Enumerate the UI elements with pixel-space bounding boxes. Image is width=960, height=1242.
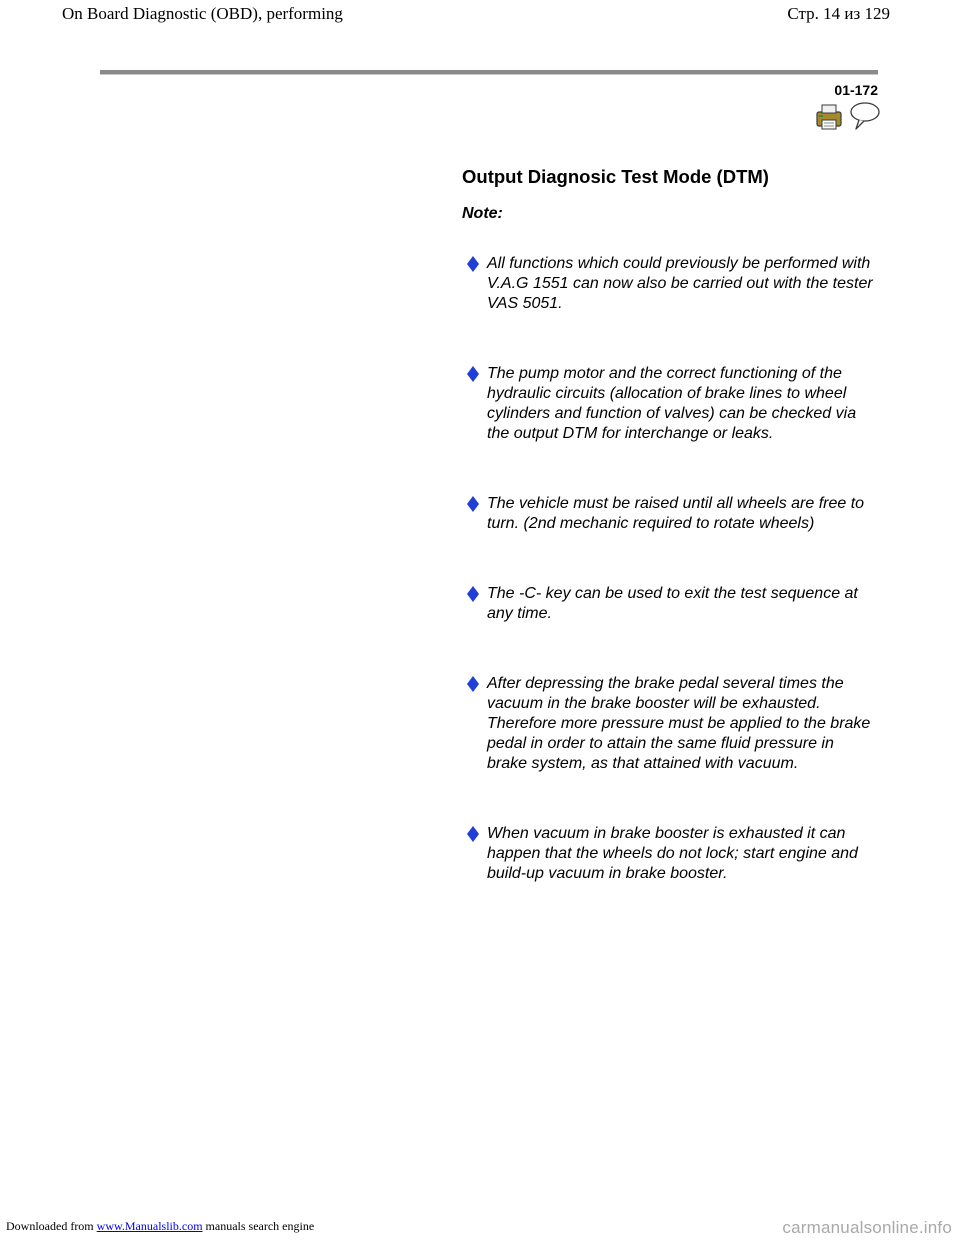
header-divider xyxy=(100,70,878,75)
list-item xyxy=(466,674,876,774)
download-credit xyxy=(6,1219,314,1234)
list-item-text: The vehicle must be raised until all wheels are free to turn. (2nd mechanic required to rotate wheels) xyxy=(487,495,865,532)
list-item xyxy=(466,494,876,534)
diamond-bullet-icon xyxy=(466,586,480,602)
list-item xyxy=(466,254,876,314)
list-item-text: The pump motor and the correct functioning of the hydraulic circuits (allocation of brake lines to wheel cylinders and function of valves) can be checked via the output DTM for interchange or leaks. xyxy=(487,365,857,442)
section-title: Output Diagnosic Test Mode (DTM) xyxy=(462,166,769,187)
watermark: carmanualsonline.info xyxy=(782,1218,952,1237)
diamond-bullet-icon xyxy=(466,256,480,272)
list-item-text: All functions which could previously be performed with V.A.G 1551 can now also be carried out with the tester VAS 5051. xyxy=(487,255,873,312)
manualslib-link[interactable]: www.Manualslib.com xyxy=(96,1219,203,1233)
download-suffix: manuals search engine xyxy=(205,1219,315,1233)
list-item xyxy=(466,824,876,884)
document-actions xyxy=(815,100,885,134)
diamond-bullet-icon xyxy=(466,366,480,382)
document-code: 01-172 xyxy=(834,82,878,98)
speech-bubble-icon[interactable] xyxy=(851,103,879,129)
diamond-bullet-icon xyxy=(466,496,480,512)
page-indicator: Стр. 14 из 129 xyxy=(787,4,890,23)
notes-list xyxy=(466,254,876,934)
note-label: Note: xyxy=(462,205,503,222)
list-item xyxy=(466,584,876,624)
list-item xyxy=(466,364,876,444)
download-prefix: Downloaded from xyxy=(6,1219,94,1233)
list-item-text: After depressing the brake pedal several times the vacuum in the brake booster will be exhausted. Therefore more pressure must be applied to the brake pedal in order to attain the same fluid pressure in brake system, as that attained with vacuum. xyxy=(487,675,871,772)
printer-icon[interactable] xyxy=(817,105,841,129)
document-title: On Board Diagnostic (OBD), performing xyxy=(62,4,343,23)
diamond-bullet-icon xyxy=(466,676,480,692)
list-item-text: When vacuum in brake booster is exhausted it can happen that the wheels do not lock; start engine and build-up vacuum in brake booster. xyxy=(487,825,858,882)
diamond-bullet-icon xyxy=(466,826,480,842)
list-item-text: The -C- key can be used to exit the test sequence at any time. xyxy=(487,585,858,622)
